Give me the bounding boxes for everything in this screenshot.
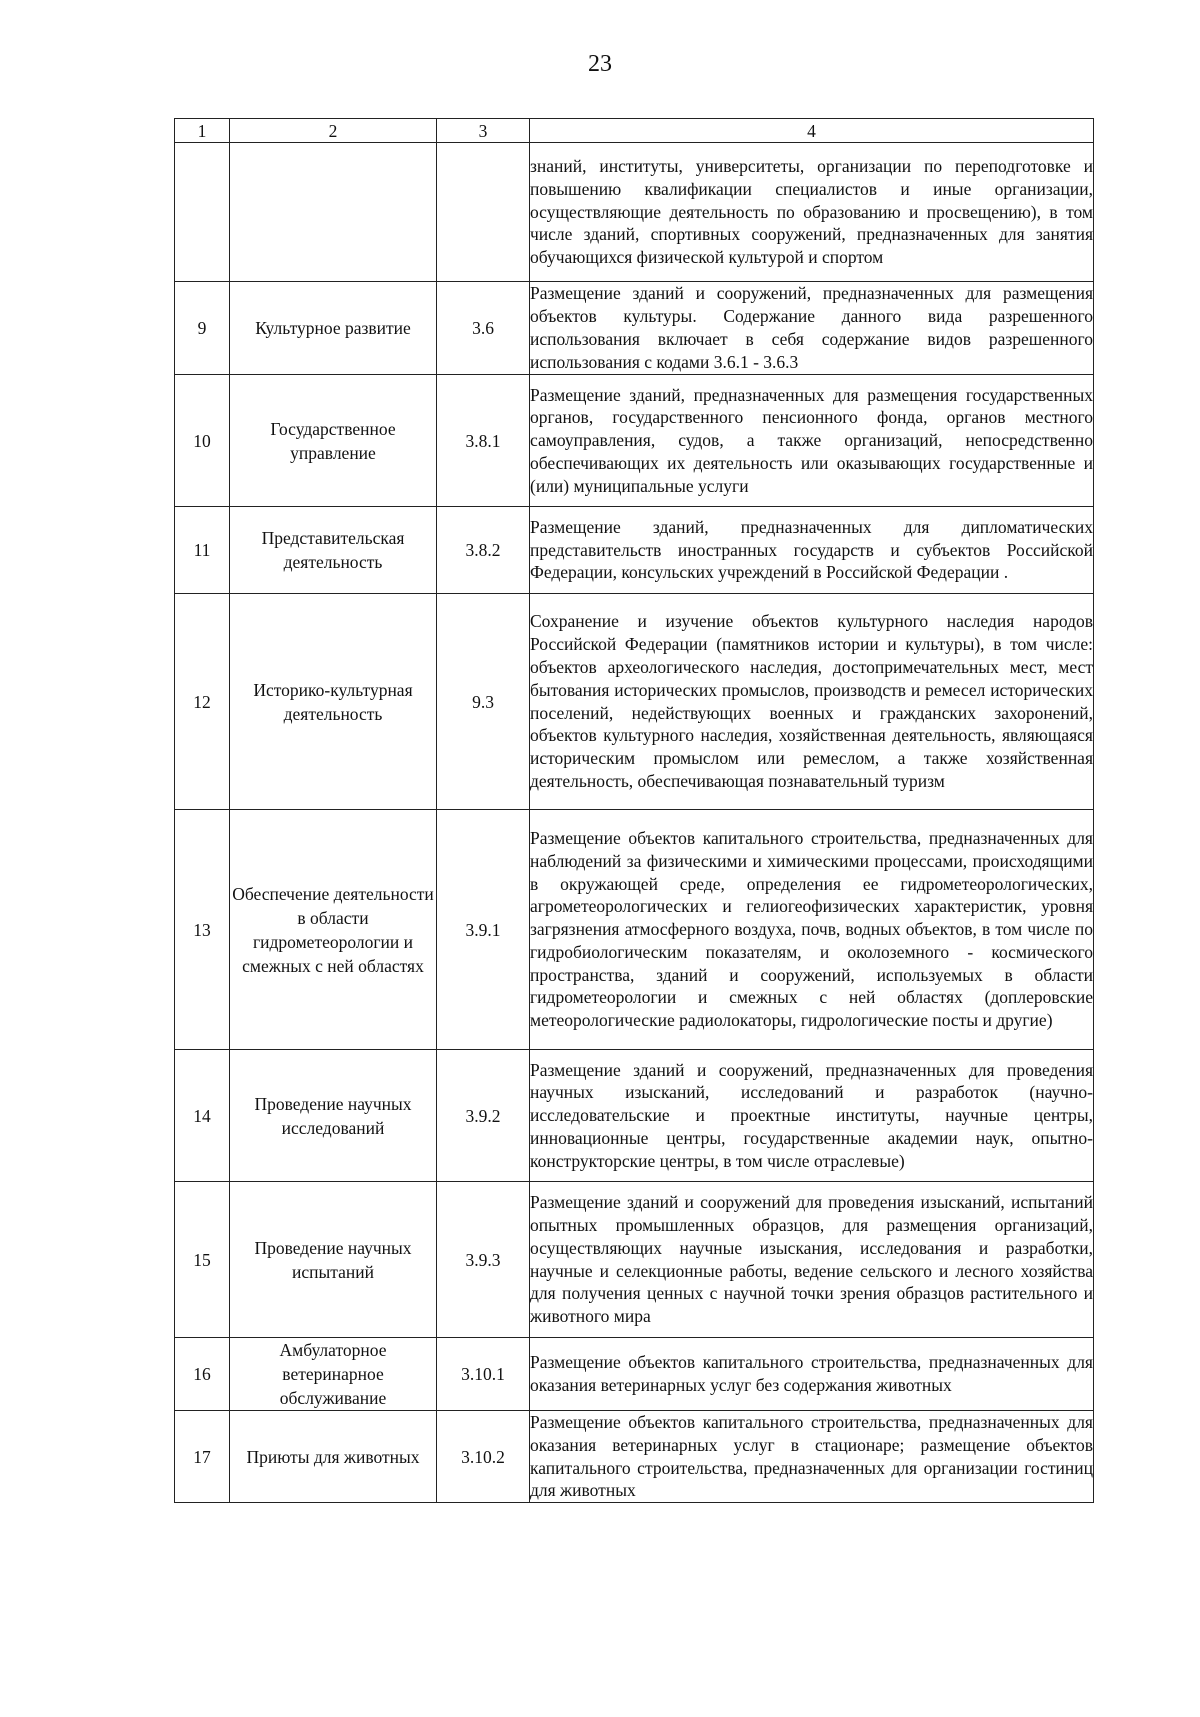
row-number: 9	[175, 282, 230, 375]
land-use-name: Обеспечение деятельности в области гидрометеорологии и смежных с ней областях	[230, 810, 437, 1050]
land-use-code: 3.8.2	[437, 507, 530, 594]
land-use-description: Сохранение и изучение объектов культурного наследия народов Российской Федерации (памятников истории и культуры), в том числе: объектов археологического наследия, достопримечательных мест, мест бытования исторических промыслов, производств и ремесел исторических поселений, недействующих военных и гражданских захоронений, объектов культурного наследия, хозяйственная деятельность, являющаяся историческим промыслом или ремеслом, а также хозяйственная деятельность, обеспечивающая познавательный туризм	[530, 594, 1094, 810]
land-use-name: Проведение научных испытаний	[230, 1182, 437, 1338]
land-use-name	[230, 143, 437, 282]
row-number: 13	[175, 810, 230, 1050]
land-use-code: 3.9.1	[437, 810, 530, 1050]
land-use-code	[437, 143, 530, 282]
land-use-table	[174, 118, 1094, 1503]
land-use-name: Представительская деятельность	[230, 507, 437, 594]
row-number	[175, 143, 230, 282]
land-use-description: Размещение объектов капитального строительства, предназначенных для оказания ветеринарных услуг без содержания животных	[530, 1338, 1094, 1411]
row-number: 14	[175, 1050, 230, 1182]
row-number: 12	[175, 594, 230, 810]
header-cell: 4	[530, 119, 1094, 143]
land-use-description: Размещение зданий, предназначенных для дипломатических представительств иностранных государств и субъектов Российской Федерации, консульских учреждений в Российской Федерации .	[530, 507, 1094, 594]
land-use-code: 3.8.1	[437, 375, 530, 507]
land-use-code: 3.10.2	[437, 1411, 530, 1503]
row-number: 16	[175, 1338, 230, 1411]
land-use-code: 3.10.1	[437, 1338, 530, 1411]
land-use-description: Размещение зданий, предназначенных для размещения государственных органов, государственного пенсионного фонда, органов местного самоуправления, судов, а также организаций, непосредственно обеспечивающих их деятельность или оказывающих государственные и (или) муниципальные услуги	[530, 375, 1094, 507]
land-use-name: Государственное управление	[230, 375, 437, 507]
table-row	[175, 375, 1094, 507]
land-use-code: 3.9.2	[437, 1050, 530, 1182]
land-use-description: знаний, институты, университеты, организации по переподготовке и повышению квалификации специалистов и иные организации, осуществляющие деятельность по образованию и просвещению), в том числе зданий, спортивных сооружений, предназначенных для занятия обучающихся физической культурой и спортом	[530, 143, 1094, 282]
land-use-description: Размещение объектов капитального строительства, предназначенных для оказания ветеринарных услуг в стационаре; размещение объектов капитального строительства, предназначенных для организации гостиниц для животных	[530, 1411, 1094, 1503]
row-number: 15	[175, 1182, 230, 1338]
table-row	[175, 1182, 1094, 1338]
row-number: 10	[175, 375, 230, 507]
table-row	[175, 810, 1094, 1050]
table-row	[175, 143, 1094, 282]
table-row	[175, 594, 1094, 810]
table-row	[175, 1338, 1094, 1411]
land-use-description: Размещение зданий и сооружений, предназначенных для проведения научных изысканий, исследований и разработок (научно-исследовательские и проектные институты, научные центры, инновационные центры, государственные академии наук, опытно-конструкторские центры, в том числе отраслевые)	[530, 1050, 1094, 1182]
page-number: 23	[588, 51, 612, 77]
land-use-code: 3.6	[437, 282, 530, 375]
land-use-description: Размещение зданий и сооружений для проведения изысканий, испытаний опытных промышленных образцов, для размещения организаций, осуществляющих научные изыскания, исследования и разработки, научные и селекционные работы, ведение сельского и лесного хозяйства для получения ценных с научной точки зрения образцов растительного и животного мира	[530, 1182, 1094, 1338]
table-row	[175, 1411, 1094, 1503]
land-use-code: 9.3	[437, 594, 530, 810]
header-cell: 3	[437, 119, 530, 143]
row-number: 11	[175, 507, 230, 594]
table-row	[175, 1050, 1094, 1182]
land-use-name: Проведение научных исследований	[230, 1050, 437, 1182]
header-cell: 2	[230, 119, 437, 143]
row-number: 17	[175, 1411, 230, 1503]
header-row	[175, 119, 1094, 143]
land-use-description: Размещение объектов капитального строительства, предназначенных для наблюдений за физическими и химическими процессами, происходящими в окружающей среде, определения ее гидрометеорологических, агрометеорологических и гелиогеофизических характеристик, уровня загрязнения атмосферного воздуха, почв, водных объектов, в том числе по гидробиологическим показателям, и околоземного - космического пространства, зданий и сооружений, используемых в области гидрометеорологии и смежных с ней областях (доплеровские метеорологические радиолокаторы, гидрологические посты и другие)	[530, 810, 1094, 1050]
land-use-description: Размещение зданий и сооружений, предназначенных для размещения объектов культуры. Содержание данного вида разрешенного использования включает в себя содержание видов разрешенного использования с кодами 3.6.1 - 3.6.3	[530, 282, 1094, 375]
table-row	[175, 507, 1094, 594]
header-cell: 1	[175, 119, 230, 143]
land-use-name: Амбулаторное ветеринарное обслуживание	[230, 1338, 437, 1411]
land-use-code: 3.9.3	[437, 1182, 530, 1338]
land-use-name: Культурное развитие	[230, 282, 437, 375]
land-use-name: Историко-культурная деятельность	[230, 594, 437, 810]
table-row	[175, 282, 1094, 375]
land-use-name: Приюты для животных	[230, 1411, 437, 1503]
